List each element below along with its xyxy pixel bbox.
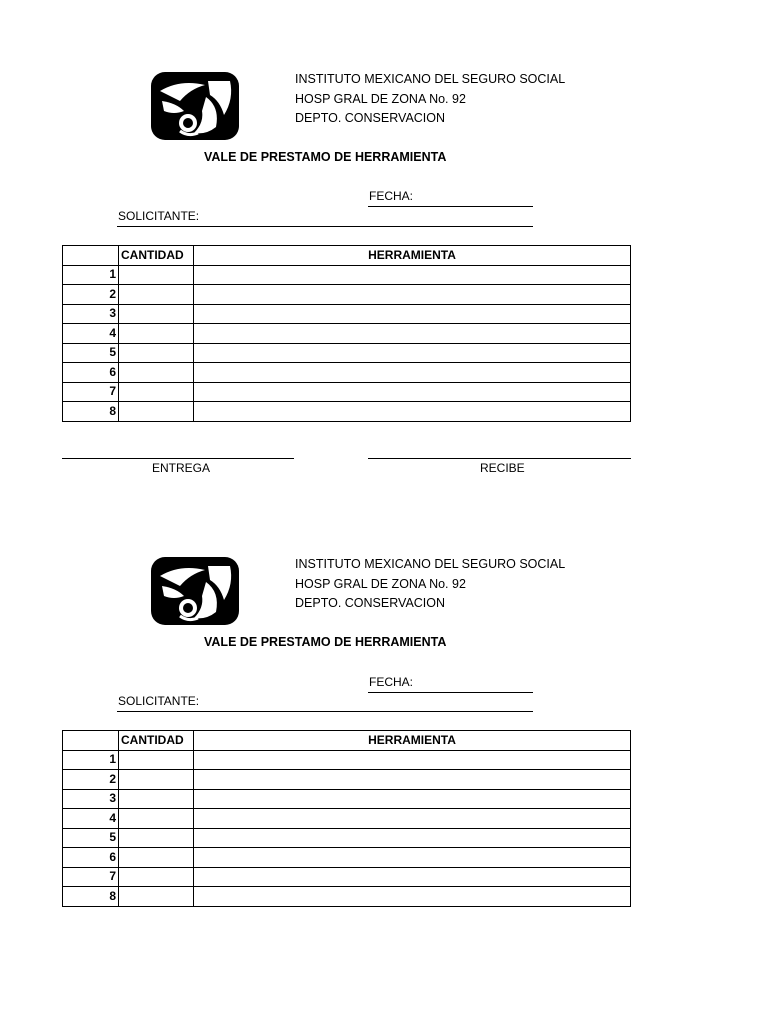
herramienta-cell[interactable] bbox=[194, 343, 631, 363]
herramienta-cell[interactable] bbox=[194, 265, 631, 285]
table-row bbox=[63, 363, 631, 383]
cantidad-cell[interactable] bbox=[119, 789, 194, 809]
table-row bbox=[63, 382, 631, 402]
hospital-name: HOSP GRAL DE ZONA No. 92 bbox=[295, 576, 466, 591]
herramienta-cell[interactable] bbox=[194, 304, 631, 324]
recibe-label: RECIBE bbox=[480, 461, 525, 475]
herramienta-cell[interactable] bbox=[194, 324, 631, 344]
fecha-line[interactable] bbox=[368, 206, 533, 207]
row-number: 6 bbox=[63, 848, 119, 868]
table-row bbox=[63, 343, 631, 363]
row-number: 5 bbox=[63, 828, 119, 848]
row-number: 5 bbox=[63, 343, 119, 363]
table-row bbox=[63, 770, 631, 790]
table-row bbox=[63, 887, 631, 907]
cantidad-cell[interactable] bbox=[119, 828, 194, 848]
entrega-signature-line[interactable] bbox=[62, 458, 294, 459]
row-number: 3 bbox=[63, 789, 119, 809]
row-number: 7 bbox=[63, 382, 119, 402]
row-number-header bbox=[63, 246, 119, 266]
voucher-title: VALE DE PRESTAMO DE HERRAMIENTA bbox=[204, 150, 447, 164]
row-number: 1 bbox=[63, 265, 119, 285]
voucher-2 bbox=[0, 485, 768, 925]
imss-eagle-emblem-icon bbox=[150, 556, 240, 626]
imss-logo-icon bbox=[150, 556, 240, 628]
cantidad-cell[interactable] bbox=[119, 343, 194, 363]
herramienta-cell[interactable] bbox=[194, 867, 631, 887]
table-header-row bbox=[63, 246, 631, 266]
row-number: 4 bbox=[63, 324, 119, 344]
solicitante-label: SOLICITANTE: bbox=[118, 694, 200, 708]
cantidad-cell[interactable] bbox=[119, 402, 194, 422]
cantidad-header: CANTIDAD bbox=[119, 246, 194, 266]
herramienta-cell[interactable] bbox=[194, 750, 631, 770]
cantidad-cell[interactable] bbox=[119, 750, 194, 770]
fecha-line[interactable] bbox=[368, 692, 533, 693]
row-number: 7 bbox=[63, 867, 119, 887]
cantidad-cell[interactable] bbox=[119, 363, 194, 383]
table-row bbox=[63, 789, 631, 809]
herramienta-cell[interactable] bbox=[194, 809, 631, 829]
fecha-label: FECHA: bbox=[369, 675, 414, 689]
cantidad-cell[interactable] bbox=[119, 285, 194, 305]
entrega-label: ENTREGA bbox=[152, 461, 211, 475]
cantidad-cell[interactable] bbox=[119, 809, 194, 829]
herramienta-cell[interactable] bbox=[194, 402, 631, 422]
herramienta-cell[interactable] bbox=[194, 848, 631, 868]
cantidad-cell[interactable] bbox=[119, 770, 194, 790]
cantidad-cell[interactable] bbox=[119, 867, 194, 887]
herramienta-cell[interactable] bbox=[194, 828, 631, 848]
solicitante-label: SOLICITANTE: bbox=[118, 209, 200, 223]
voucher-title: VALE DE PRESTAMO DE HERRAMIENTA bbox=[204, 635, 447, 649]
table-row bbox=[63, 402, 631, 422]
tools-table bbox=[62, 730, 631, 907]
herramienta-header: HERRAMIENTA bbox=[194, 731, 631, 751]
institution-header bbox=[295, 555, 565, 614]
hospital-name: HOSP GRAL DE ZONA No. 92 bbox=[295, 91, 466, 106]
table-row bbox=[63, 304, 631, 324]
row-number: 4 bbox=[63, 809, 119, 829]
solicitante-line[interactable] bbox=[117, 226, 533, 227]
table-row bbox=[63, 828, 631, 848]
table-header-row bbox=[63, 731, 631, 751]
row-number: 8 bbox=[63, 402, 119, 422]
row-number: 2 bbox=[63, 285, 119, 305]
institution-name: INSTITUTO MEXICANO DEL SEGURO SOCIAL bbox=[295, 557, 566, 571]
fecha-label: FECHA: bbox=[369, 189, 414, 203]
tools-table bbox=[62, 245, 631, 422]
table-row bbox=[63, 867, 631, 887]
herramienta-header: HERRAMIENTA bbox=[194, 246, 631, 266]
table-row bbox=[63, 285, 631, 305]
cantidad-cell[interactable] bbox=[119, 848, 194, 868]
cantidad-cell[interactable] bbox=[119, 887, 194, 907]
table-row bbox=[63, 265, 631, 285]
recibe-signature-line[interactable] bbox=[368, 458, 631, 459]
institution-header bbox=[295, 70, 565, 129]
department-name: DEPTO. CONSERVACION bbox=[295, 111, 446, 125]
herramienta-cell[interactable] bbox=[194, 887, 631, 907]
row-number-header bbox=[63, 731, 119, 751]
herramienta-cell[interactable] bbox=[194, 770, 631, 790]
herramienta-cell[interactable] bbox=[194, 285, 631, 305]
table-row bbox=[63, 809, 631, 829]
voucher-1 bbox=[0, 0, 768, 475]
table-row bbox=[63, 848, 631, 868]
cantidad-cell[interactable] bbox=[119, 265, 194, 285]
herramienta-cell[interactable] bbox=[194, 363, 631, 383]
cantidad-cell[interactable] bbox=[119, 382, 194, 402]
herramienta-cell[interactable] bbox=[194, 382, 631, 402]
table-row bbox=[63, 324, 631, 344]
row-number: 1 bbox=[63, 750, 119, 770]
imss-logo-icon bbox=[150, 71, 240, 143]
cantidad-cell[interactable] bbox=[119, 324, 194, 344]
cantidad-header: CANTIDAD bbox=[119, 731, 194, 751]
row-number: 2 bbox=[63, 770, 119, 790]
institution-name: INSTITUTO MEXICANO DEL SEGURO SOCIAL bbox=[295, 72, 566, 86]
row-number: 6 bbox=[63, 363, 119, 383]
imss-eagle-emblem-icon bbox=[150, 71, 240, 141]
row-number: 3 bbox=[63, 304, 119, 324]
table-row bbox=[63, 750, 631, 770]
solicitante-line[interactable] bbox=[117, 711, 533, 712]
cantidad-cell[interactable] bbox=[119, 304, 194, 324]
row-number: 8 bbox=[63, 887, 119, 907]
department-name: DEPTO. CONSERVACION bbox=[295, 596, 446, 610]
herramienta-cell[interactable] bbox=[194, 789, 631, 809]
